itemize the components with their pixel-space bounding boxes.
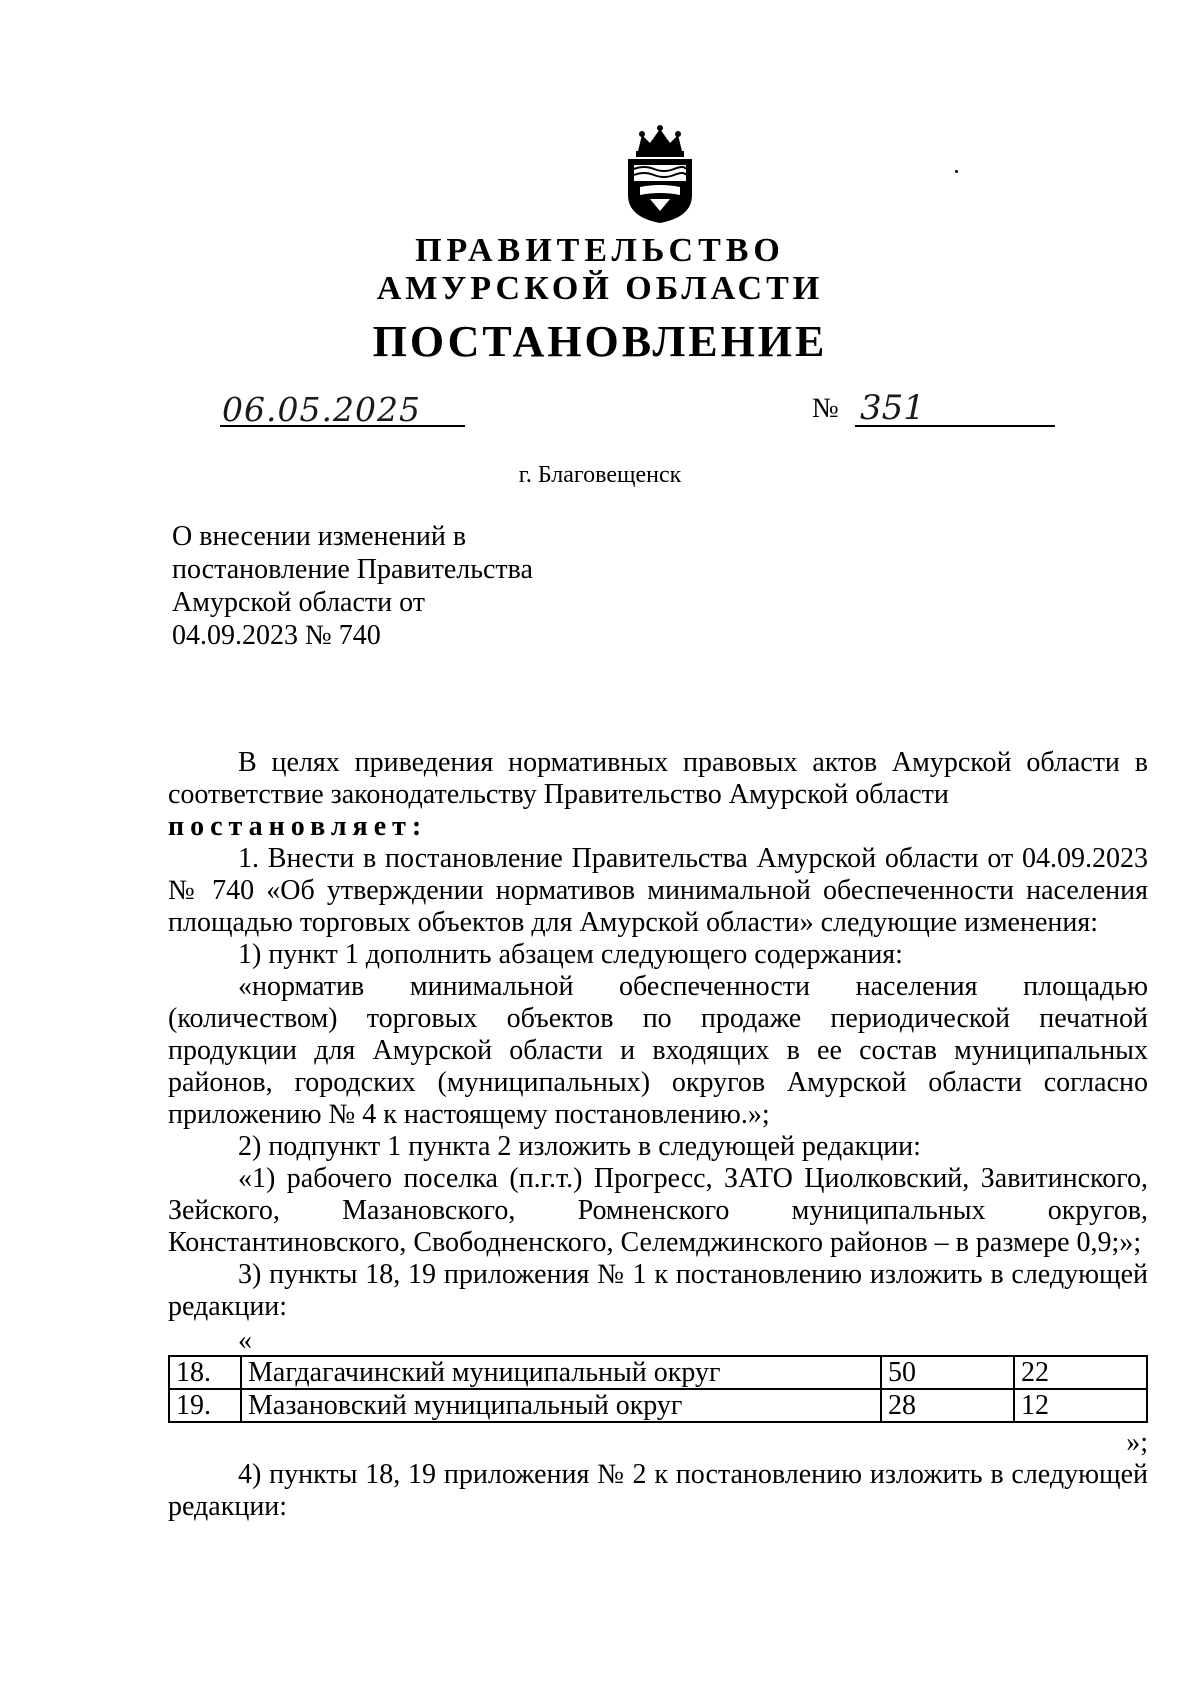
subitem-1-text: «норматив минимальной обеспеченности населения площадью (количеством) торговых объектов по продаже периодической печатной продукции для Амурской области и входящих в ее состав муниципальных районов, городских (муниципальных) округов Амурской области согласно приложению № 4 к настоящему постановлению.»; — [168, 971, 1148, 1130]
document-body — [168, 747, 1148, 1523]
document-subject — [172, 520, 533, 652]
table-cell: 19. — [169, 1389, 241, 1422]
handwritten-number: 351 — [860, 388, 925, 428]
coat-of-arms-icon — [620, 125, 700, 225]
preamble-paragraph: В целях приведения нормативных правовых актов Амурской области в соответствие законодательству Правительство Амурской области — [168, 747, 1148, 810]
government-title-line1: ПРАВИТЕЛЬСТВО — [415, 232, 785, 269]
handwritten-date: 06.05.2025 — [222, 390, 421, 429]
resolves-word: постановляет: — [168, 811, 428, 842]
subitem-3-paragraph: 3) пункты 18, 19 приложения № 1 к постановлению изложить в следующей редакции: — [168, 1259, 1148, 1322]
item-1-paragraph: 1. Внести в постановление Правительства Амурской области от 04.09.2023 № 740 «Об утверждении нормативов минимальной обеспеченности населения площадью торговых объектов для Амурской области» следующие изменения: — [168, 843, 1148, 938]
table-cell: 50 — [881, 1356, 1014, 1389]
city-name: г. Благовещенск — [518, 462, 682, 488]
table-cell: 28 — [881, 1389, 1014, 1422]
opening-quote: « — [238, 1325, 252, 1356]
document-type-title: ПОСТАНОВЛЕНИЕ — [372, 317, 828, 366]
table-cell: 22 — [1014, 1356, 1147, 1389]
subitem-2-paragraph: 2) подпункт 1 пункта 2 изложить в следующей редакции: — [238, 1131, 921, 1162]
table-cell: 18. — [169, 1356, 241, 1389]
subitem-4-paragraph: 4) пункты 18, 19 приложения № 2 к постановлению изложить в следующей редакции: — [168, 1459, 1148, 1522]
subject-line: Амурской области от — [172, 587, 425, 618]
table-row — [169, 1389, 1147, 1422]
table-cell: 12 — [1014, 1389, 1147, 1422]
date-underline — [220, 425, 465, 427]
number-underline — [855, 425, 1055, 427]
closing-quote: »; — [1126, 1427, 1148, 1458]
subject-line: О внесении изменений в — [172, 521, 467, 552]
subitem-1-paragraph: 1) пункт 1 дополнить абзацем следующего содержания: — [238, 939, 903, 970]
table-row — [169, 1356, 1147, 1389]
number-sign: № — [812, 393, 839, 424]
subitem-2-text: «1) рабочего поселка (п.г.т.) Прогресс, ЗАТО Циолковский, Завитинского, Зейского, Мазановского, Ромненского муниципальных округов, Константиновского, Свободненского, Селемджинского районов – в размере 0,9;»; — [168, 1163, 1148, 1258]
subject-line: 04.09.2023 № 740 — [172, 620, 381, 651]
table-cell: Магдагачинский муниципальный округ — [241, 1356, 881, 1389]
table-cell: Мазановский муниципальный округ — [241, 1389, 881, 1422]
subject-line: постановление Правительства — [172, 554, 533, 585]
scan-speck — [955, 170, 958, 173]
amendment-table — [168, 1355, 1148, 1423]
government-title-line2: АМУРСКОЙ ОБЛАСТИ — [376, 270, 824, 307]
